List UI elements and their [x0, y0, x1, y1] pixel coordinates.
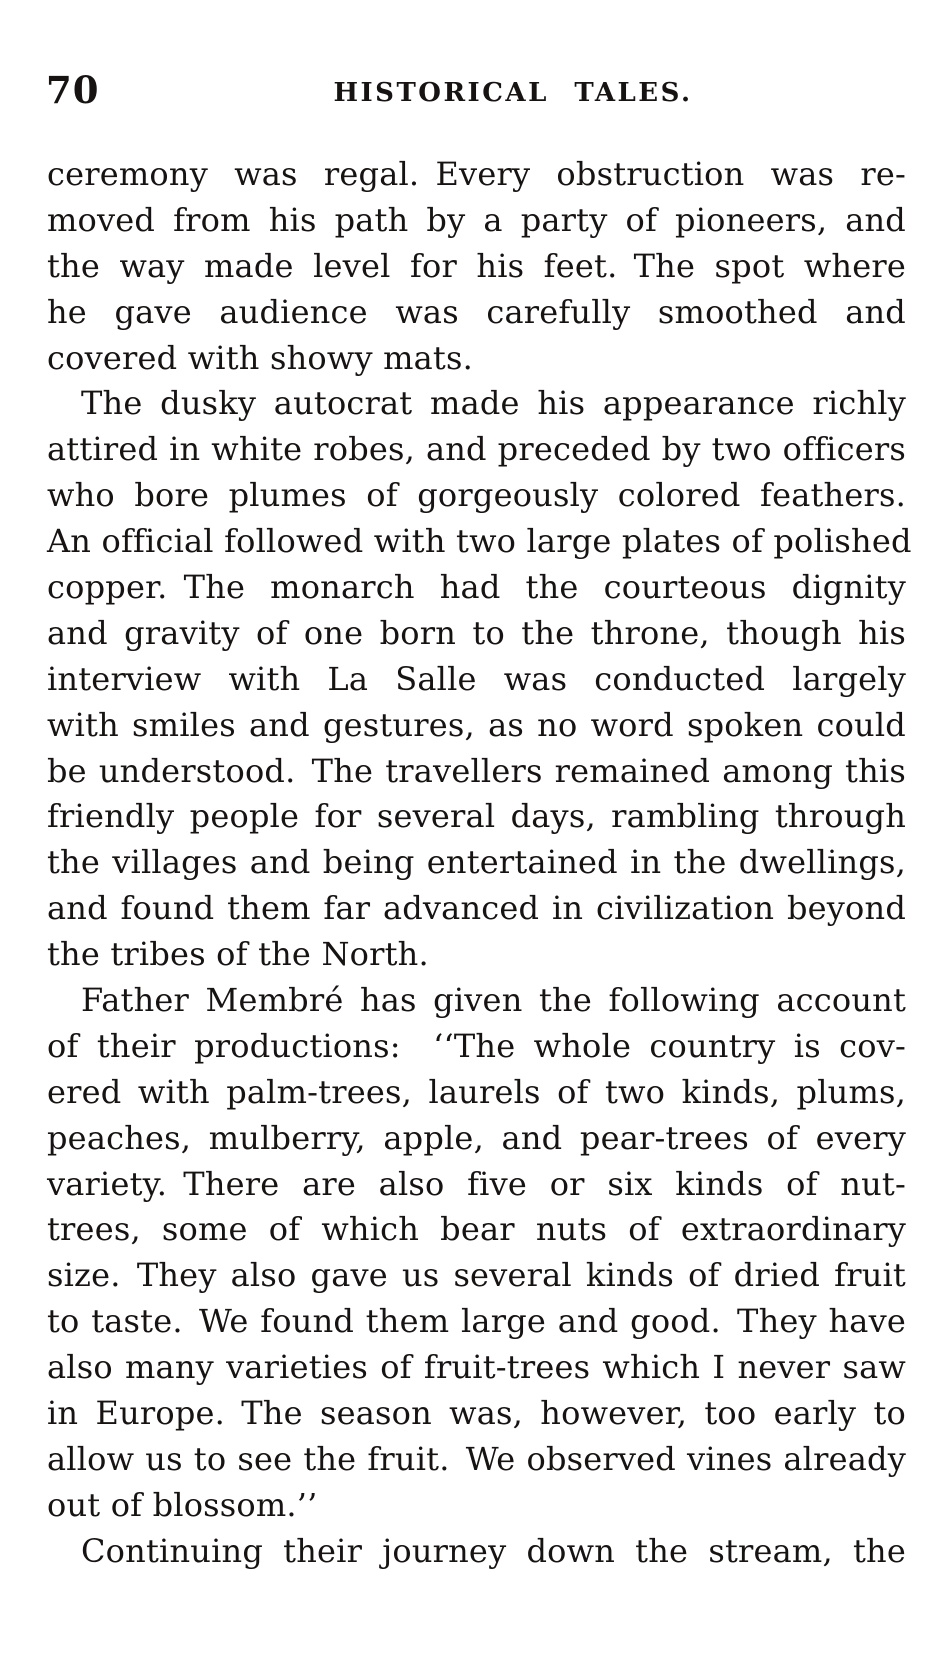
text-line: out of blossom.’’	[47, 1485, 318, 1524]
text-line: trees, some of which bear nuts of extraordinary	[47, 1210, 906, 1249]
text-line: peaches, mulberry, apple, and pear-trees of every	[47, 1118, 906, 1157]
page-number: 70	[46, 68, 100, 112]
text-line: ered with palm-trees, laurels of two kinds, plums,	[47, 1072, 906, 1111]
text-line: Continuing their journey down the stream, the	[81, 1531, 906, 1570]
text-line: the way made level for his feet. The spot where	[47, 246, 906, 285]
text-line: with smiles and gestures, as no word spoken could	[47, 705, 906, 744]
running-header: HISTORICAL TALES.	[333, 78, 693, 108]
text-line: ceremony was regal. Every obstruction was re-	[47, 155, 906, 193]
text-line: variety. There are also five or six kinds of nut-	[47, 1164, 906, 1203]
text-line: and found them far advanced in civilization beyond	[47, 889, 906, 928]
text-line: copper. The monarch had the courteous dignity	[47, 568, 906, 607]
text-line: the tribes of the North.	[47, 935, 429, 974]
text-line: he gave audience was carefully smoothed and	[47, 292, 906, 331]
text-line: interview with La Salle was conducted largely	[47, 659, 906, 698]
text-line: in Europe. The season was, however, too early to	[47, 1394, 906, 1433]
text-line: the villages and being entertained in the dwellings,	[47, 843, 906, 882]
text-line: The dusky autocrat made his appearance richly	[81, 384, 906, 423]
text-line: of their productions: ‘‘The whole country is cov-	[47, 1026, 906, 1065]
page-body	[47, 152, 912, 1575]
text-line: size. They also gave us several kinds of dried fruit	[47, 1256, 906, 1295]
text-line: covered with showy mats.	[47, 338, 473, 377]
text-line: and gravity of one born to the throne, though his	[47, 613, 906, 652]
text-line: attired in white robes, and preceded by two officers	[47, 430, 906, 469]
text-line: Father Membré has given the following account	[81, 981, 906, 1020]
text-line: also many varieties of fruit-trees which I never saw	[47, 1348, 906, 1387]
text-line: who bore plumes of gorgeously colored feathers.	[47, 476, 906, 515]
text-line: An official followed with two large plates of polished	[47, 522, 912, 561]
text-line: be understood. The travellers remained among this	[47, 751, 906, 790]
text-line: to taste. We found them large and good. They have	[47, 1302, 906, 1341]
text-line: moved from his path by a party of pioneers, and	[47, 200, 906, 239]
text-line: friendly people for several days, rambling through	[47, 797, 906, 836]
text-line: allow us to see the fruit. We observed vines already	[47, 1439, 906, 1478]
